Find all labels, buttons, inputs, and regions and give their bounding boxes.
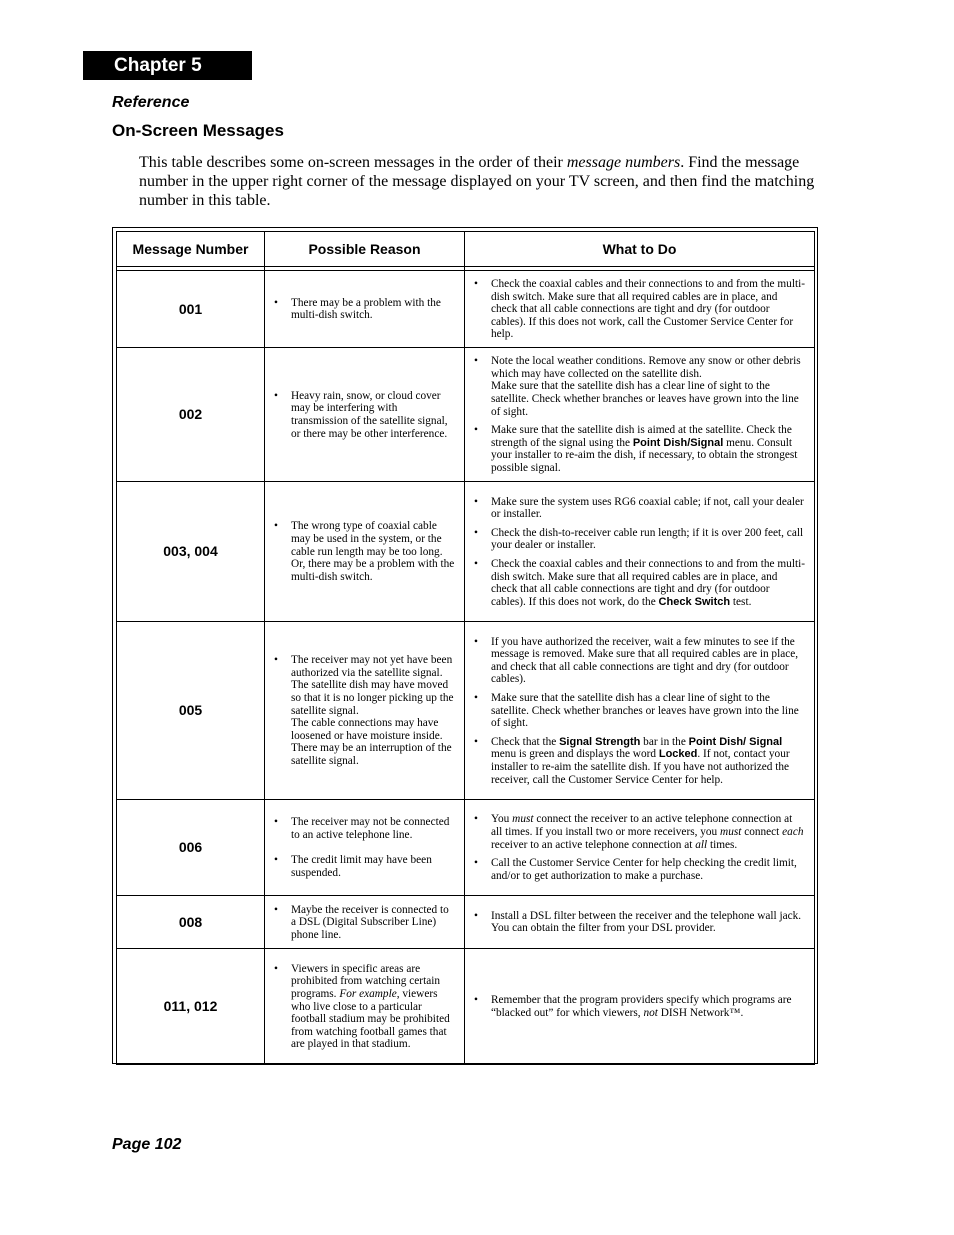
possible-reason-cell bbox=[265, 347, 465, 481]
table-row bbox=[117, 481, 815, 621]
possible-reason-cell bbox=[265, 481, 465, 621]
bullet-item: • Maybe the receiver is connected to a DSL (Digital Subscriber Line) phone line. bbox=[273, 904, 456, 942]
bullet-item: • Call the Customer Service Center for help checking the credit limit, and/or to get authorization to make a purchase. bbox=[473, 857, 806, 882]
message-number-cell: 003, 004 bbox=[117, 481, 265, 621]
what-to-do-list bbox=[465, 806, 814, 882]
bullet-item: • The receiver may not yet have been authorized via the satellite signal. The satellite dish may have moved so that it is no longer picking up the satellite signal. The cable connections may have loosened or have moisture inside. There may be an interruption of the satellite signal. bbox=[273, 654, 456, 767]
bullet-item: • There may be a problem with the multi-dish switch. bbox=[273, 297, 456, 322]
table-row bbox=[117, 799, 815, 895]
what-to-do-list bbox=[465, 489, 814, 609]
possible-reason-list bbox=[265, 897, 464, 942]
what-to-do-list bbox=[465, 629, 814, 787]
bullet-item: • Viewers in specific areas are prohibited from watching certain programs. For example, viewers who live close to a particular football stadium may be prohibited from watching football games that are played in that stadium. bbox=[273, 963, 456, 1051]
what-to-do-list bbox=[465, 903, 814, 935]
column-header-what-to-do: What to Do bbox=[465, 232, 815, 267]
message-number-cell: 002 bbox=[117, 347, 265, 481]
bullet-item: • Check that the Signal Strength bar in the Point Dish/ Signal menu is green and displays the word Locked. If not, contact your installer to re-aim the satellite dish. If you have not authorized the receiver, call the Customer Service Center for help. bbox=[473, 736, 806, 786]
what-to-do-cell bbox=[465, 621, 815, 799]
bullet-item: • Check the coaxial cables and their connections to and from the multi-dish switch. Make sure that all required cables are in place, and check that all cable connections are tight and dry (for outdoor cables). If this does not work, do the Check Switch test. bbox=[473, 558, 806, 608]
what-to-do-cell bbox=[465, 799, 815, 895]
table-row bbox=[117, 271, 815, 348]
bullet-item: • Install a DSL filter between the receiver and the telephone wall jack. You can obtain the filter from your DSL provider. bbox=[473, 910, 806, 935]
table-row bbox=[117, 948, 815, 1064]
intro-paragraph: This table describes some on-screen messages in the order of their message numbers. Find the message number in the upper right corner of the message displayed on your TV screen, and then find the matching number in this table. bbox=[139, 154, 815, 209]
possible-reason-list bbox=[265, 383, 464, 440]
possible-reason-list bbox=[265, 513, 464, 583]
bullet-item: • If you have authorized the receiver, wait a few minutes to see if the message is removed. Make sure that all required cables are in place, and check that all cable connections are tight and dry (for outdoor cables). bbox=[473, 636, 806, 686]
chapter-label: Chapter 5 bbox=[83, 51, 252, 80]
possible-reason-cell bbox=[265, 948, 465, 1064]
what-to-do-cell bbox=[465, 271, 815, 348]
what-to-do-list bbox=[465, 987, 814, 1019]
what-to-do-cell bbox=[465, 481, 815, 621]
bullet-item: • The receiver may not be connected to an active telephone line. bbox=[273, 816, 456, 841]
table-header-row bbox=[117, 232, 815, 267]
column-header-message-number: Message Number bbox=[117, 232, 265, 267]
table-row bbox=[117, 347, 815, 481]
bullet-item: • Heavy rain, snow, or cloud cover may be interfering with transmission of the satellite signal, or there may be other interference. bbox=[273, 390, 456, 440]
possible-reason-list bbox=[265, 290, 464, 322]
what-to-do-list bbox=[465, 271, 814, 341]
possible-reason-cell bbox=[265, 621, 465, 799]
bullet-item: • The wrong type of coaxial cable may be used in the system, or the cable run length may be too long. Or, there may be a problem with the multi-dish switch. bbox=[273, 520, 456, 583]
bullet-item: • The credit limit may have been suspended. bbox=[273, 854, 456, 879]
what-to-do-cell bbox=[465, 948, 815, 1064]
message-number-cell: 001 bbox=[117, 271, 265, 348]
message-number-cell: 005 bbox=[117, 621, 265, 799]
possible-reason-list bbox=[265, 809, 464, 879]
possible-reason-cell bbox=[265, 271, 465, 348]
what-to-do-list bbox=[465, 348, 814, 474]
message-number-cell: 008 bbox=[117, 895, 265, 948]
table-row bbox=[117, 621, 815, 799]
bullet-item: • Make sure that the satellite dish is aimed at the satellite. Check the strength of the signal using the Point Dish/Signal menu. Consult your installer to re-aim the dish, if necessary, to obtain the strongest possible signal. bbox=[473, 424, 806, 474]
section-label: Reference bbox=[112, 94, 190, 111]
table-row bbox=[117, 895, 815, 948]
page-heading: On-Screen Messages bbox=[112, 121, 284, 140]
bullet-item: • Make sure that the satellite dish has a clear line of sight to the satellite. Check whether branches or leaves have grown into the line of sight. bbox=[473, 692, 806, 730]
possible-reason-list bbox=[265, 647, 464, 767]
what-to-do-cell bbox=[465, 895, 815, 948]
column-header-possible-reason: Possible Reason bbox=[265, 232, 465, 267]
messages-table bbox=[116, 231, 815, 1065]
message-number-cell: 006 bbox=[117, 799, 265, 895]
bullet-item: • You must connect the receiver to an active telephone connection at all times. If you install two or more receivers, you must connect each receiver to an active telephone connection at all times. bbox=[473, 813, 806, 851]
bullet-item: • Check the dish-to-receiver cable run length; if it is over 200 feet, call your dealer or installer. bbox=[473, 527, 806, 552]
possible-reason-list bbox=[265, 956, 464, 1051]
possible-reason-cell bbox=[265, 895, 465, 948]
bullet-item: • Check the coaxial cables and their connections to and from the multi-dish switch. Make sure that all required cables are in place, and check that all cable connections are tight and dry (for outdoor cables). If this does not work, call the Customer Service Center for help. bbox=[473, 278, 806, 341]
bullet-item: • Remember that the program providers specify which programs are “blacked out” for which viewers, not DISH Network™. bbox=[473, 994, 806, 1019]
what-to-do-cell bbox=[465, 347, 815, 481]
page-number: Page 102 bbox=[112, 1136, 182, 1153]
bullet-item: • Make sure the system uses RG6 coaxial cable; if not, call your dealer or installer. bbox=[473, 496, 806, 521]
possible-reason-cell bbox=[265, 799, 465, 895]
bullet-item: • Note the local weather conditions. Remove any snow or other debris which may have collected on the satellite dish. Make sure that the satellite dish has a clear line of sight to the satellite. Check whether branches or leaves have grown into the line of sight. bbox=[473, 355, 806, 418]
message-number-cell: 011, 012 bbox=[117, 948, 265, 1064]
